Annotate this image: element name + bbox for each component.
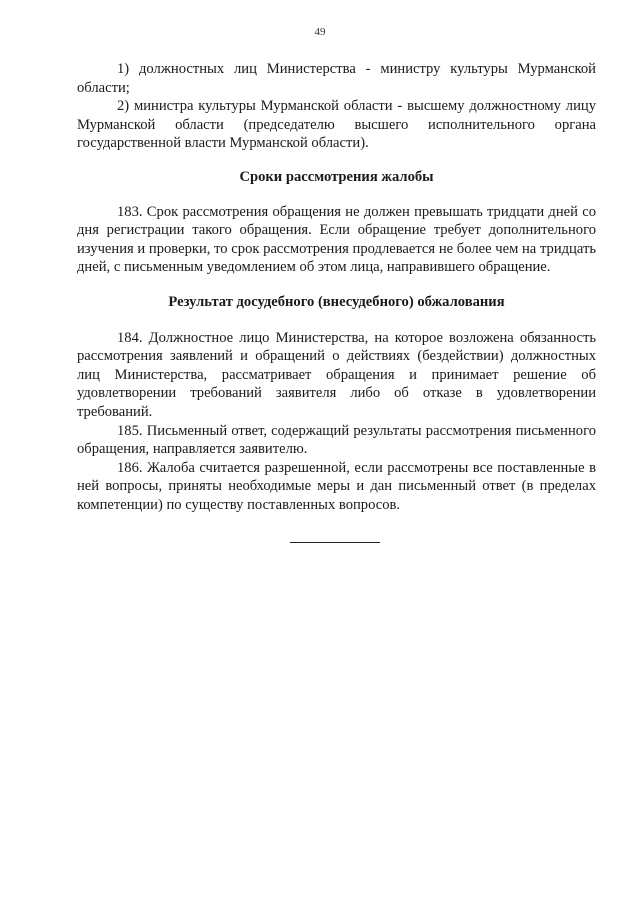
paragraph-184: 184. Должностное лицо Министерства, на которое возложена обязанность рассмотрения заявлений и обращений о действиях (бездействии) должностных лиц Министерства, рассматривает обращения и принимает решение об удовлетворении требований заявителя либо об отказе в удовлетворении требований.	[77, 329, 596, 420]
paragraph-183: 183. Срок рассмотрения обращения не должен превышать тридцати дней со дня регистрации такого обращения. Если обращение требует дополнительного изучения и проверки, то срок рассмотрения продлевается не более чем на тридцать дней, с письменным уведомлением об этом лица, направившего обращение.	[77, 203, 596, 276]
section-heading-deadlines: Сроки рассмотрения жалобы	[239, 168, 434, 185]
page-number: 49	[314, 26, 326, 38]
paragraph-185: 185. Письменный ответ, содержащий результаты рассмотрения письменного обращения, направляется заявителю.	[77, 422, 596, 458]
end-rule-divider	[290, 542, 380, 543]
section-heading-result: Результат досудебного (внесудебного) обжалования	[168, 293, 505, 310]
list-item-1: 1) должностных лиц Министерства - министру культуры Мурманской области;	[77, 61, 596, 96]
list-item-2: 2) министра культуры Мурманской области - высшему должностному лицу Мурманской области (председателю высшего исполнительного органа государственной власти Мурманской области).	[77, 98, 596, 152]
paragraph-186: 186. Жалоба считается разрешенной, если рассмотрены все поставленные в ней вопросы, приняты необходимые меры и дан письменный ответ (в пределах компетенции) по существу поставленных вопросов.	[77, 459, 596, 513]
document-body	[77, 60, 596, 514]
